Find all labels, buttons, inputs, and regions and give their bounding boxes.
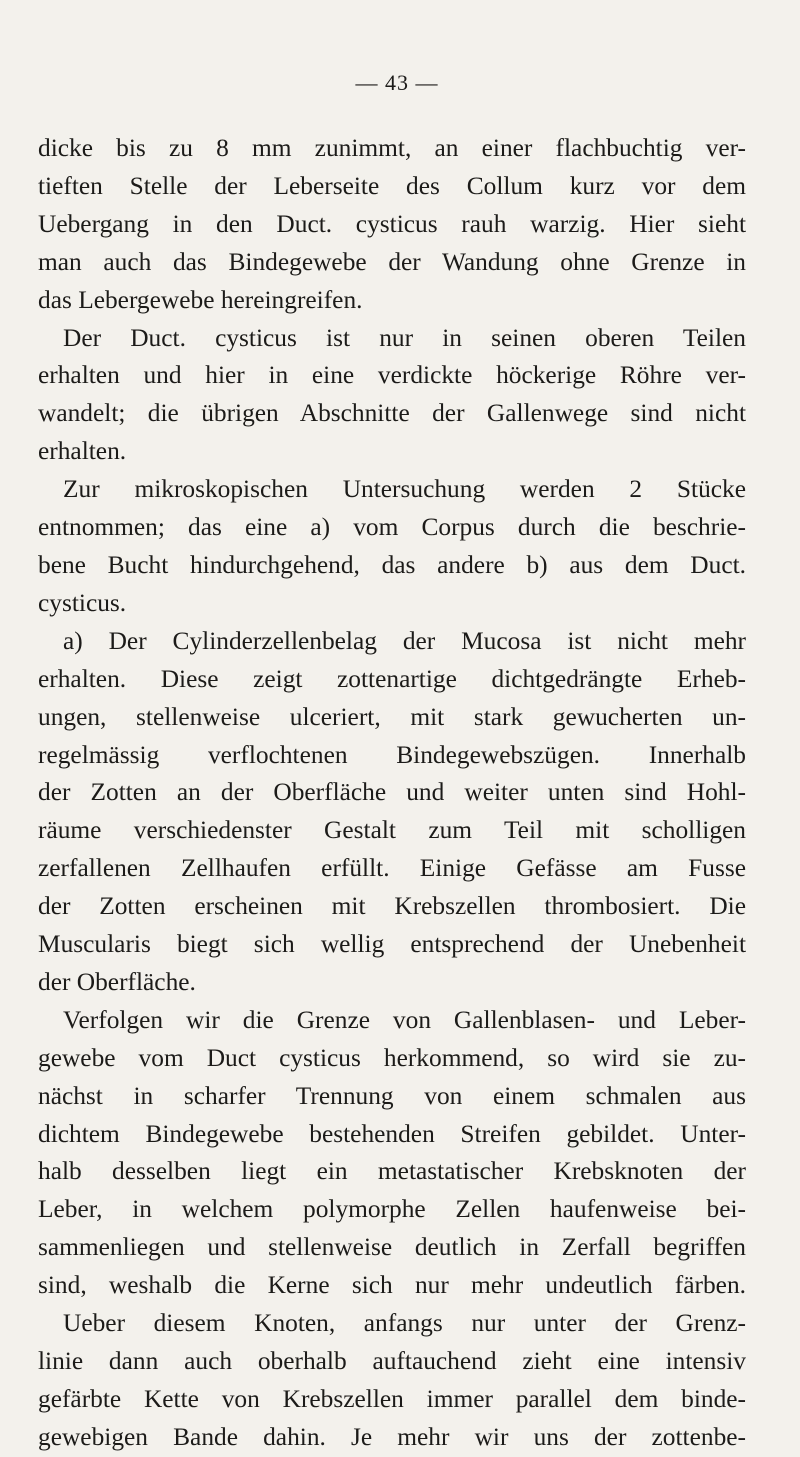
text-line: wandelt; die übrigen Abschnitte der Gallenwege sind nicht [38, 399, 746, 428]
text-line: Ueber diesem Knoten, anfangs nur unter der Grenz- [63, 1309, 746, 1338]
text-line: Verfolgen wir die Grenze von Gallenblasen- und Leber- [63, 1005, 746, 1034]
text-line: ungen, stellenweise ulceriert, mit stark gewucherten un- [38, 702, 746, 731]
text-line: halb desselben liegt ein metastatischer Krebsknoten der [38, 1157, 746, 1186]
paragraph [38, 130, 746, 320]
text-line: der Zotten an der Oberfläche und weiter unten sind Hohl- [38, 778, 746, 807]
paragraph [38, 623, 746, 1002]
text-line: nächst in scharfer Trennung von einem schmalen aus [38, 1081, 746, 1110]
text-line: Zur mikroskopischen Untersuchung werden 2 Stücke [63, 475, 746, 504]
text-line: man auch das Bindegewebe der Wandung ohne Grenze in [38, 247, 746, 276]
paragraph [38, 1002, 746, 1457]
text-line: der Oberfläche. [38, 967, 196, 996]
text-line: regelmässig verflochtenen Bindegewebszügen. Innerhalb [38, 740, 746, 769]
text-line: Uebergang in den Duct. cysticus rauh warzig. Hier sieht [38, 209, 746, 238]
text-line: gewebigen Bande dahin. Je mehr wir uns der zottenbe- [38, 1422, 746, 1451]
page-number: — 43 — [355, 70, 439, 95]
text-line: cysticus. [38, 588, 127, 617]
text-line: sammenliegen und stellenweise deutlich in Zerfall begriffen [38, 1233, 746, 1262]
text-line: Der Duct. cysticus ist nur in seinen oberen Teilen [63, 323, 746, 352]
text-line: bene Bucht hindurchgehend, das andere b) aus dem Duct. [38, 550, 746, 579]
text-line: erhalten. [38, 437, 127, 466]
text-line: dichtem Bindegewebe bestehenden Streifen gebildet. Unter- [38, 1119, 746, 1148]
text-line: linie dann auch oberhalb auftauchend zieht eine intensiv [38, 1347, 746, 1375]
paragraph [38, 320, 746, 472]
text-line: gefärbte Kette von Krebszellen immer parallel dem binde- [38, 1384, 746, 1413]
text-line: tieften Stelle der Leberseite des Collum kurz vor dem [38, 171, 746, 200]
paragraph [38, 471, 746, 623]
text-line: zerfallenen Zellhaufen erfüllt. Einige Gefässe am Fusse [38, 854, 746, 883]
text-line: gewebe vom Duct cysticus herkommend, so wird sie zu- [38, 1043, 746, 1072]
text-line: Leber, in welchem polymorphe Zellen haufenweise bei- [38, 1195, 746, 1224]
text-line: entnommen; das eine a) vom Corpus durch die beschrie- [38, 513, 746, 542]
body-text [38, 130, 746, 1457]
text-line: der Zotten erscheinen mit Krebszellen thrombosiert. Die [38, 892, 746, 921]
text-line: a) Der Cylinderzellenbelag der Mucosa ist nicht mehr [63, 626, 746, 655]
text-line: dicke bis zu 8 mm zunimmt, an einer flachbuchtig ver- [38, 134, 746, 162]
text-line: das Lebergewebe hereingreifen. [38, 285, 363, 314]
text-line: räume verschiedenster Gestalt zum Teil mit scholligen [38, 816, 746, 845]
text-line: erhalten und hier in eine verdickte höckerige Röhre ver- [38, 361, 746, 390]
text-line: Muscularis biegt sich wellig entsprechend der Unebenheit [38, 930, 746, 959]
text-line: sind, weshalb die Kerne sich nur mehr undeutlich färben. [38, 1271, 746, 1300]
text-line: erhalten. Diese zeigt zottenartige dichtgedrängte Erheb- [38, 664, 746, 693]
